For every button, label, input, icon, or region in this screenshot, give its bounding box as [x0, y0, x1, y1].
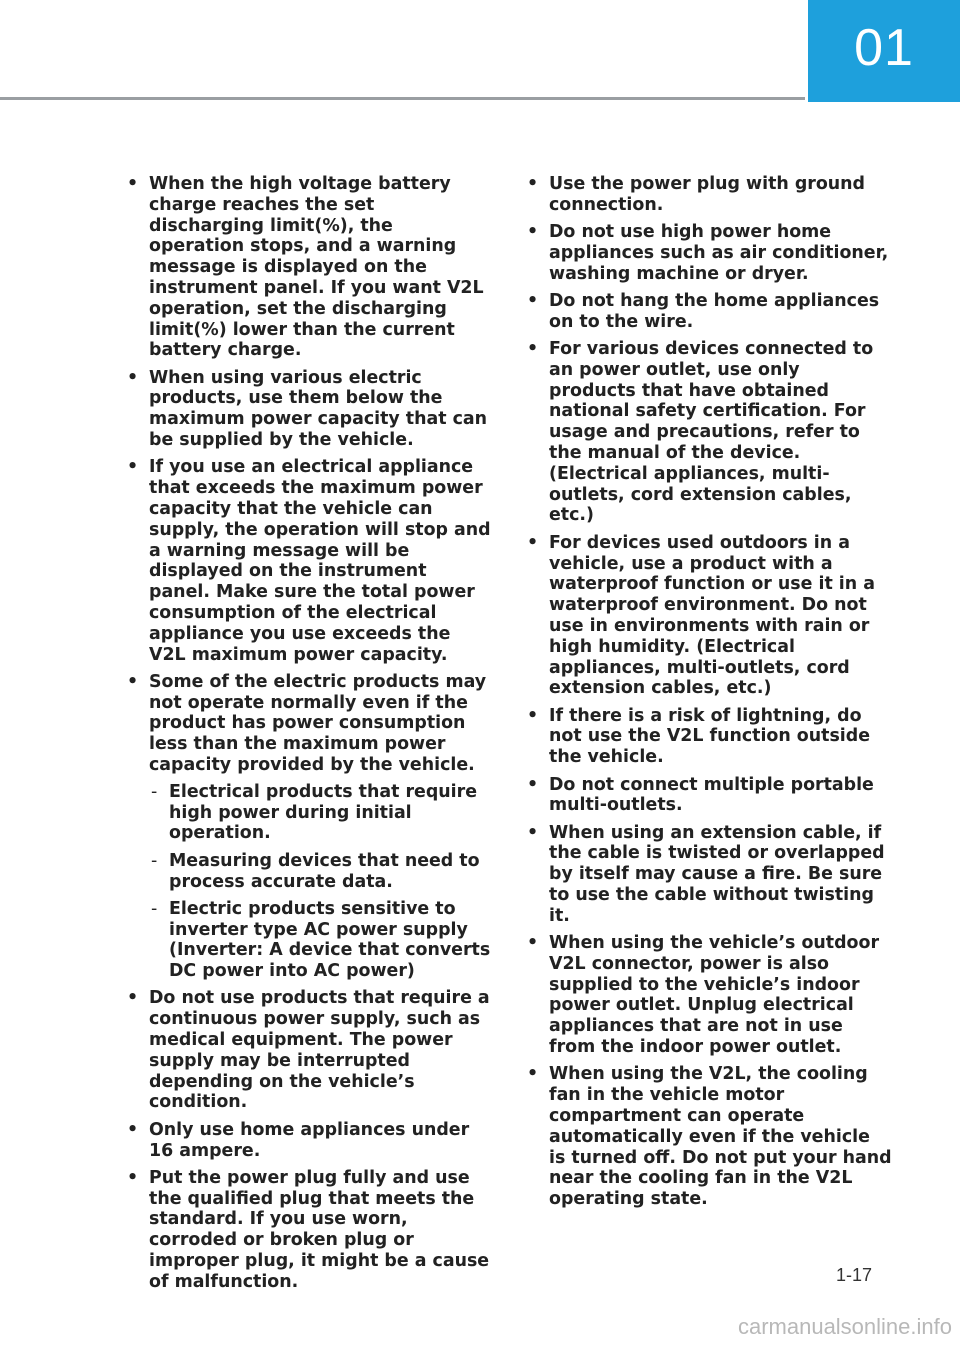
list-item: • When using various electric products, use them below the maximum power capacity that can be supplied by the vehicle. — [127, 368, 492, 451]
list-item: • Do not hang the home appliances on to the wire. — [527, 291, 892, 333]
sub-list — [149, 782, 492, 982]
list-item: • Do not connect multiple portable multi-outlets. — [527, 775, 892, 817]
left-column — [127, 174, 492, 1299]
sub-list-item: - Measuring devices that need to process accurate data. — [149, 851, 492, 893]
list-item: • For devices used outdoors in a vehicle, use a product with a waterproof function or use it in a waterproof environment. Do not use in environments with rain or high humidity. (Electrical appliances, multi-outlets, cord extension cables, etc.) — [527, 533, 892, 699]
left-bullet-list — [127, 174, 492, 1293]
page-number: 1-17 — [835, 1265, 872, 1285]
list-item: • When the high voltage battery charge reaches the set discharging limit(%), the operation stops, and a warning message is displayed on the instrument panel. If you want V2L operation, set the discharging limit(%) lower than the current battery charge. — [127, 174, 492, 361]
right-column — [527, 174, 892, 1216]
list-item: • If you use an electrical appliance that exceeds the maximum power capacity that the vehicle can supply, the operation will stop and a warning message will be displayed on the instrument panel. Make sure the total power consumption of the electrical appliance you use exceeds the V2L maximum power capacity. — [127, 457, 492, 665]
list-item: • Do not use high power home appliances such as air conditioner, washing machine or dryer. — [527, 222, 892, 284]
list-item — [127, 672, 492, 982]
list-item: • Use the power plug with ground connection. — [527, 174, 892, 216]
list-item: • If there is a risk of lightning, do not use the V2L function outside the vehicle. — [527, 706, 892, 768]
list-item: • Do not use products that require a continuous power supply, such as medical equipment. The power supply may be interrupted depending on the vehicle’s condition. — [127, 988, 492, 1113]
list-item: • Only use home appliances under 16 ampere. — [127, 1120, 492, 1162]
list-item-text: Some of the electric products may not operate normally even if the product has power consumption less than the maximum power capacity provided by the vehicle. — [149, 671, 487, 776]
list-item: • When using an extension cable, if the cable is twisted or overlapped by itself may cause a fire. Be sure to use the cable without twisting it. — [527, 823, 892, 927]
right-bullet-list — [527, 174, 892, 1210]
list-item: • Put the power plug fully and use the qualified plug that meets the standard. If you use worn, corroded or broken plug or improper plug, it might be a cause of malfunction. — [127, 1168, 492, 1293]
list-item: • When using the V2L, the cooling fan in the vehicle motor compartment can operate automatically even if the vehicle is turned off. Do not put your hand near the cooling fan in the V2L operating state. — [527, 1064, 892, 1210]
list-item: • For various devices connected to an power outlet, use only products that have obtained national safety certification. For usage and precautions, refer to the manual of the device. (Electrical appliances, multi-outlets, cord extension cables, etc.) — [527, 339, 892, 526]
sub-list-item: - Electrical products that require high power during initial operation. — [149, 782, 492, 844]
list-item: • When using the vehicle’s outdoor V2L connector, power is also supplied to the vehicle’s indoor power outlet. Unplug electrical appliances that are not in use from the indoor power outlet. — [527, 933, 892, 1058]
chapter-tab — [808, 0, 960, 102]
header-rule — [0, 97, 805, 100]
chapter-number: 01 — [854, 19, 914, 77]
watermark: carmanualsonline.info — [737, 1314, 952, 1339]
sub-list-item: - Electric products sensitive to inverter type AC power supply (Inverter: A device that converts DC power into AC power) — [149, 899, 492, 982]
